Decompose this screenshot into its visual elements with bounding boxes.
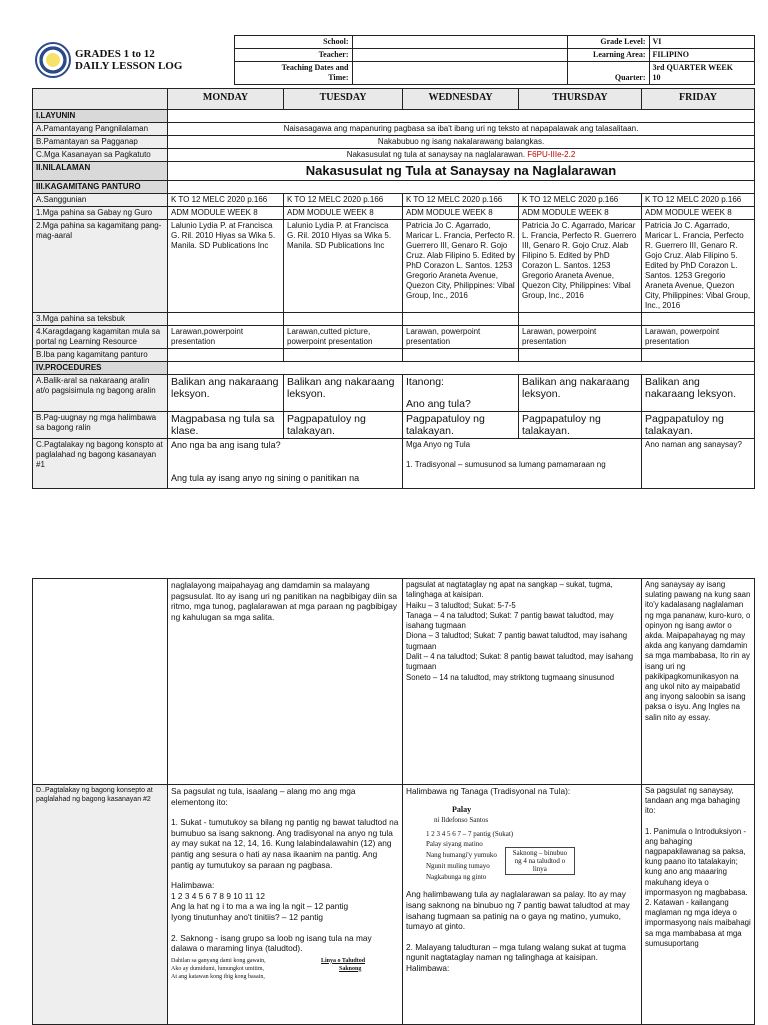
iba-friday [642,349,755,362]
teacher-label: Teacher: [234,49,352,62]
kasanayan-text: Nakasusulat ng tula at sanaysay na naglalarawan. [346,150,526,159]
pagtalakay-1-mt-continued [168,579,403,785]
learning-area-value: FILIPINO [649,49,754,62]
poem-line-4: Nagkabunga ng ginto [426,873,487,882]
day-header-friday: FRIDAY [642,89,755,110]
gabay-friday: ADM MODULE WEEK 8 [642,207,755,220]
teaching-dates-label-line1: Teaching Dates and [281,63,349,72]
malayang-taludturan: 2. Malayang taludturan – mga tulang walang sukat at tugma ngunit nagtataglay naman ng talinghaga at kaisipan. [406,941,627,963]
balik-wednesday-line1: Itanong: [406,376,444,388]
anyo-tula-line-1: pagsulat at nagtataglay ng apat na sangkap – sukat, tugma, talinghaga at kaisipan. [406,580,613,600]
deped-seal-logo [35,42,71,78]
paguugnay-tuesday: Pagpapatuloy ng talakayan. [284,412,403,439]
bahagi-intro: Sa pagsulat ng sanaysay, tandaan ang mga bahaging ito: [645,786,740,816]
header-table [32,35,755,85]
day-header-thursday: THURSDAY [519,89,642,110]
sanaysay-definition: Ang sanaysay ay isang sulating pawang na kung saan ito'y kadalasang naglalaman ng mga pananaw, kuro-kuro, o opinyon ng isang awtor o akda. Maipapahayag ng may akda ang kanyang damdamin sa mga mambabasa, Ito rin ay isang uri ng pakikipagkomunikasyon na ang ukol nito ay maipabatid ang inyong saloobin sa isang paksa o isyu. Ang Ingles na salin nito ay essay. [645,580,751,722]
pagtalakay-1-mt-line1: Ano nga ba ang isang tula? [171,440,281,450]
lesson-table [32,88,755,489]
section-kagamitang-panturo: III.KAGAMITANG PANTURO [33,181,168,194]
anyo-tula-diona: Diona – 3 taludtod; Sukat: 7 pantig bawat taludtod, may isahang tugmaan [406,631,628,651]
iba-pang-kagamitan-label: B.Iba pang kagamitang panturo [33,349,168,362]
saknong-label: Saknong [339,965,362,972]
tanaga-explanation: Ang halimbawang tula ay naglalarawan sa palay. Ito ay may isang saknong na binubuo ng 7 pantig bawat taludtod at may isahang tugmaan sa patinig na o gaya ng matino, yumuko, tumayo at ginto. [406,889,630,932]
gabay-wednesday: ADM MODULE WEEK 8 [403,207,519,220]
pamantayang-pangnilalaman-label: A.Pamantayang Pangnilalaman [33,123,168,136]
nilalaman-title: Nakasusulat ng Tula at Sanaysay na Naglalarawan [168,162,755,181]
saknong-labels [321,957,365,981]
gabay-tuesday: ADM MODULE WEEK 8 [284,207,403,220]
anyo-tula-soneto: Soneto – 14 na taludtod, may striktong tugmaang sinusunod [406,672,615,682]
day-header-tuesday: TUESDAY [284,89,403,110]
kasanayan-label: C.Mga Kasanayan sa Pagkatuto [33,149,168,162]
paguugnay-wednesday: Pagpapatuloy ng talakayan. [403,412,519,439]
teaching-dates-label [234,62,352,85]
teksbuk-wednesday [403,313,519,326]
paguugnay-monday: Magpabasa ng tula sa klase. [168,412,284,439]
karagdagang-thursday: Larawan, powerpoint presentation [519,326,642,349]
layunin-empty [168,110,755,123]
paguugnay-thursday: Pagpapatuloy ng talakayan. [519,412,642,439]
sanggunian-wednesday: K TO 12 MELC 2020 p.166 [403,194,519,207]
balik-wednesday-line2: Ano ang tula? [406,398,471,410]
gabay-guro-label: 1.Mga pahina sa Gabay ng Guro [33,207,168,220]
pagtalakay-1-friday: Ano naman ang sanaysay? [642,439,755,489]
section-procedures: IV.PROCEDURES [33,362,168,375]
pagtalakay-2-friday [642,785,755,1025]
pagtalakay-1-wth-continued [403,579,642,785]
poem-line-2: Nang humangi'y yumuko [426,851,497,860]
poem-lines [426,839,497,883]
iba-tuesday [284,349,403,362]
gabay-thursday: ADM MODULE WEEK 8 [519,207,642,220]
halimbawa-line-1: Ang la hat ng i to ma a wa ing la ngit – 12 pantig [171,901,349,912]
balik-wednesday [403,375,519,412]
balik-friday: Balikan ang nakaraang leksyon. [642,375,755,412]
lesson-table-page1 [32,88,754,489]
poem-line-1: Palay siyang matino [426,840,483,849]
teksbuk-tuesday [284,313,403,326]
quarter-value-line2: 10 [652,73,661,82]
iba-monday [168,349,284,362]
bahagi-panimula: 1. Panimula o Introduksiyon - ang bahaging nagpapakilawanag sa paksa, kung paano ito tatalakayin; kung ano ang maaaring makuhang ideya o impormasyon ng magbabasa. [645,826,748,897]
pagtalakay-1-wth-line1: Mga Anyo ng Tula [406,440,471,449]
anyo-tula-haiku: Haiku – 3 taludtod; Sukat: 5-7-5 [406,600,516,610]
iba-wednesday [403,349,519,362]
pamantayan-pagganap-text: Nakabubuo ng isang nakalarawang balangkas. [168,136,755,149]
balik-monday: Balikan ang nakaraang leksyon. [168,375,284,412]
poem-author: ni Ildefonso Santos [434,816,489,825]
quarter-label: Quarter: [567,62,649,85]
school-value [352,36,567,49]
palay-poem [426,805,638,884]
teksbuk-monday [168,313,284,326]
pag-uugnay-label: B.Pag-uugnay ng mga halimbawa sa bagong ralin [33,412,168,439]
kasanayan-code: F6PU-IIIe-2.2 [527,150,576,159]
tanaga-intro: Halimbawa ng Tanaga (Tradisyonal na Tula): [406,786,571,796]
saknong-example [171,957,399,981]
grade-level-label: Grade Level: [567,36,649,49]
anyo-tula-tanaga: Tanaga – 4 na taludtod; Sukat: 7 pantig bawat taludtod, may isahang tugmaan [406,610,614,631]
pagtalakay-1-fri-continued [642,579,755,785]
karagdagang-tuesday: Larawan,cutted picture, powerpoint presentation [284,326,403,349]
mag-aaral-tuesday: Lalunio Lydia P. at Francisca G. Ril. 2010 Hiyas sa Wika 5. Manila. SD Publications Inc [284,220,403,313]
section-layunin: I.LAYUNIN [33,110,168,123]
teaching-dates-label-line2: Time: [328,73,349,82]
kagamitang-empty [168,181,755,194]
karagdagang-friday: Larawan, powerpoint presentation [642,326,755,349]
pamantayang-pangnilalaman-text: Naisasagawa ang mapanuring pagbasa sa iba't ibang uri ng teksto at napapalawak ang talasalitaan. [168,123,755,136]
lesson-table-continued [32,578,755,1025]
sanggunian-thursday: K TO 12 MELC 2020 p.166 [519,194,642,207]
log-title-line2: DAILY LESSON LOG [75,60,183,72]
elemento-saknong: 2. Saknong - isang grupo sa loob ng isang tula na may dalawa o maraming linya (taludtod). [171,932,372,954]
linya-taludtod-label: Linya o Taludtod [321,957,366,964]
day-header-monday: MONDAY [168,89,284,110]
sanggunian-tuesday: K TO 12 MELC 2020 p.166 [284,194,403,207]
saknong-poem [171,957,321,981]
kasanayan-cell [168,149,755,162]
pantig-count: 1 2 3 4 5 6 7 8 9 10 11 12 [171,890,265,901]
teksbuk-thursday [519,313,642,326]
teksbuk-label: 3.Mga pahina sa teksbuk [33,313,168,326]
continued-label-blank [33,579,168,785]
karagdagang-wednesday: Larawan, powerpoint presentation [403,326,519,349]
teaching-dates-value [352,62,567,85]
pagtalakay-1-mon-tue [168,439,403,489]
mag-aaral-wednesday: Patricia Jo C. Agarrado, Maricar L. Francia, Perfecto R. Guerrero III, Genaro R. Gojo Cruz. Alab Filipino 5. Edited by PhD Corazon L. Santos. 1253 Gregorio Araneta Avenue, Quezon City, Philippines: Vibal Group, Inc., 2016 [403,220,519,313]
header-block [32,35,754,85]
saknong-poem-line-1: Dahilan sa ganyang dami kong gawain, [171,957,266,964]
mag-aaral-thursday: Patricia Jo C. Agarrado, Maricar L. Francia, Perfecto R. Guerrero III, Genaro R. Gojo Cruz. Alab Filipino 5. Edited by PhD Corazon L. Santos. 1253 Gregorio Araneta Avenue, Quezon City, Philippines: Vibal Group, Inc., 2016 [519,220,642,313]
mag-aaral-label: 2.Mga pahina sa kagamitang pang-mag-aaral [33,220,168,313]
pagtalakay-1-wed-thu [403,439,642,489]
section-nilalaman: II.NILALAMAN [33,162,168,181]
pagtalakay-2-label: D..Pagtalakay ng bagong konsepto at paglalahad ng bagong kasanayan #2 [33,785,168,1025]
teacher-value [352,49,567,62]
halimbawa-line-2: Iyong tinutunhay ano't tinitiis? – 12 pantig [171,911,323,922]
poem-syllable-count: 1 2 3 4 5 6 7 – 7 pantig (Sukat) [426,829,514,838]
pamantayan-pagganap-label: B.Pamantayan sa Pagganap [33,136,168,149]
pagtalakay-1-label: C.Pagtalakay ng bagong konspto at paglalahad ng bagong kasanayan #1 [33,439,168,489]
anyo-tula-dalit: Dalit – 4 na taludtod; Sukat: 8 pantig bawat taludtod, may isahang tugmaan [406,652,634,672]
pagtalakay-2-wed-thu [403,785,642,1025]
halimbawa-label: Halimbawa: [171,880,215,891]
mag-aaral-monday: Lalunio Lydia P. at Francisca G. Ril. 2010 Hiyas sa Wika 5. Manila. SD Publications Inc [168,220,284,313]
pagtalakay-1-wth-line2: 1. Tradisyonal – sumusunod sa lumang pamamaraan ng [406,460,606,469]
karagdagang-monday: Larawan,powerpoint presentation [168,326,284,349]
sanggunian-label: A.Sanggunian [33,194,168,207]
blank-header-cell [33,89,168,110]
quarter-value-line1: 3rd QUARTER WEEK [652,63,733,72]
learning-area-label: Learning Area: [567,49,649,62]
pagtalakay-1-mt-line2: Ang tula ay isang anyo ng sining o panitikan na [171,473,360,483]
sanggunian-friday: K TO 12 MELC 2020 p.166 [642,194,755,207]
mag-aaral-friday: Patricia Jo C. Agarrado, Maricar L. Francia, Perfecto R. Guerrero III, Genaro R. Gojo Cruz. Alab Filipino 5. Edited by PhD Corazon L. Santos. 1253 Gregorio Araneta Avenue, Quezon City, Philippines: Vibal Group, Inc., 2016 [642,220,755,313]
poem-title: Palay [452,804,472,814]
day-header-wednesday: WEDNESDAY [403,89,519,110]
grade-level-value: VI [649,36,754,49]
school-label: School: [234,36,352,49]
elemento-intro: Sa pagsulat ng tula, isaalang – alang mo ang mga elementong ito: [171,786,356,807]
saknong-poem-line-3: At ang katawan kong ibig kong basain, [171,973,265,980]
elemento-sukat: 1. Sukat - tumutukoy sa bilang ng pantig ng bawat taludtod na bumubuo sa isang saknong. Ang tradisyonal na anyo ng tula ay may sukat na 12, 14, 16. Kung lalabindalawahin (12) ang pantig ang sesura o hati ay nasa ikaanim na pantig. Ang pantig ay tumutukoy sa paraan ng pagbasa. [171,817,399,870]
paguugnay-friday: Pagpapatuloy ng talakayan. [642,412,755,439]
gabay-monday: ADM MODULE WEEK 8 [168,207,284,220]
balik-aral-label: A.Balik-aral sa nakaraang aralin at/o pagsisimula ng bagong aralin [33,375,168,412]
balik-thursday: Balikan ang nakaraang leksyon. [519,375,642,412]
saknong-poem-line-2: Ako ay dumidumi, lumungkot umitim, [171,965,264,972]
saknong-annotation-box: Saknong – binubuo ng 4 na taludtod o linya [505,847,575,875]
logo-cell [32,36,234,85]
bahagi-katawan: 2. Katawan - kailangang maglaman ng mga ideya o impormasyong nais maibahagi sa mga mambabasa at mga sumusuportang [645,898,751,948]
log-title-line1: GRADES 1 to 12 [75,48,155,60]
pagtalakay-2-mon-tue [168,785,403,1025]
teksbuk-friday [642,313,755,326]
procedures-empty [168,362,755,375]
lesson-table-page2 [32,578,754,1025]
balik-tuesday: Balikan ang nakaraang leksyon. [284,375,403,412]
pagtalakay-1-mt-cont-text: naglalayong maipahayag ang damdamin sa malayang pagsusulat. Ito ay isang uri ng panitikan na nagbibigay diin sa ritmo, mga tunog, paglalarawan at mga paraan ng pagbibigay ng kahulugan sa mga salita. [171,580,398,622]
malayang-halimbawa-label: Halimbawa: [406,962,450,973]
quarter-value [649,62,754,85]
sanggunian-monday: K TO 12 MELC 2020 p.166 [168,194,284,207]
karagdagang-label: 4.Karagdagang kagamitan mula sa portal ng Learning Resource [33,326,168,349]
iba-thursday [519,349,642,362]
poem-line-3: Ngunit muling tumayo [426,862,490,871]
